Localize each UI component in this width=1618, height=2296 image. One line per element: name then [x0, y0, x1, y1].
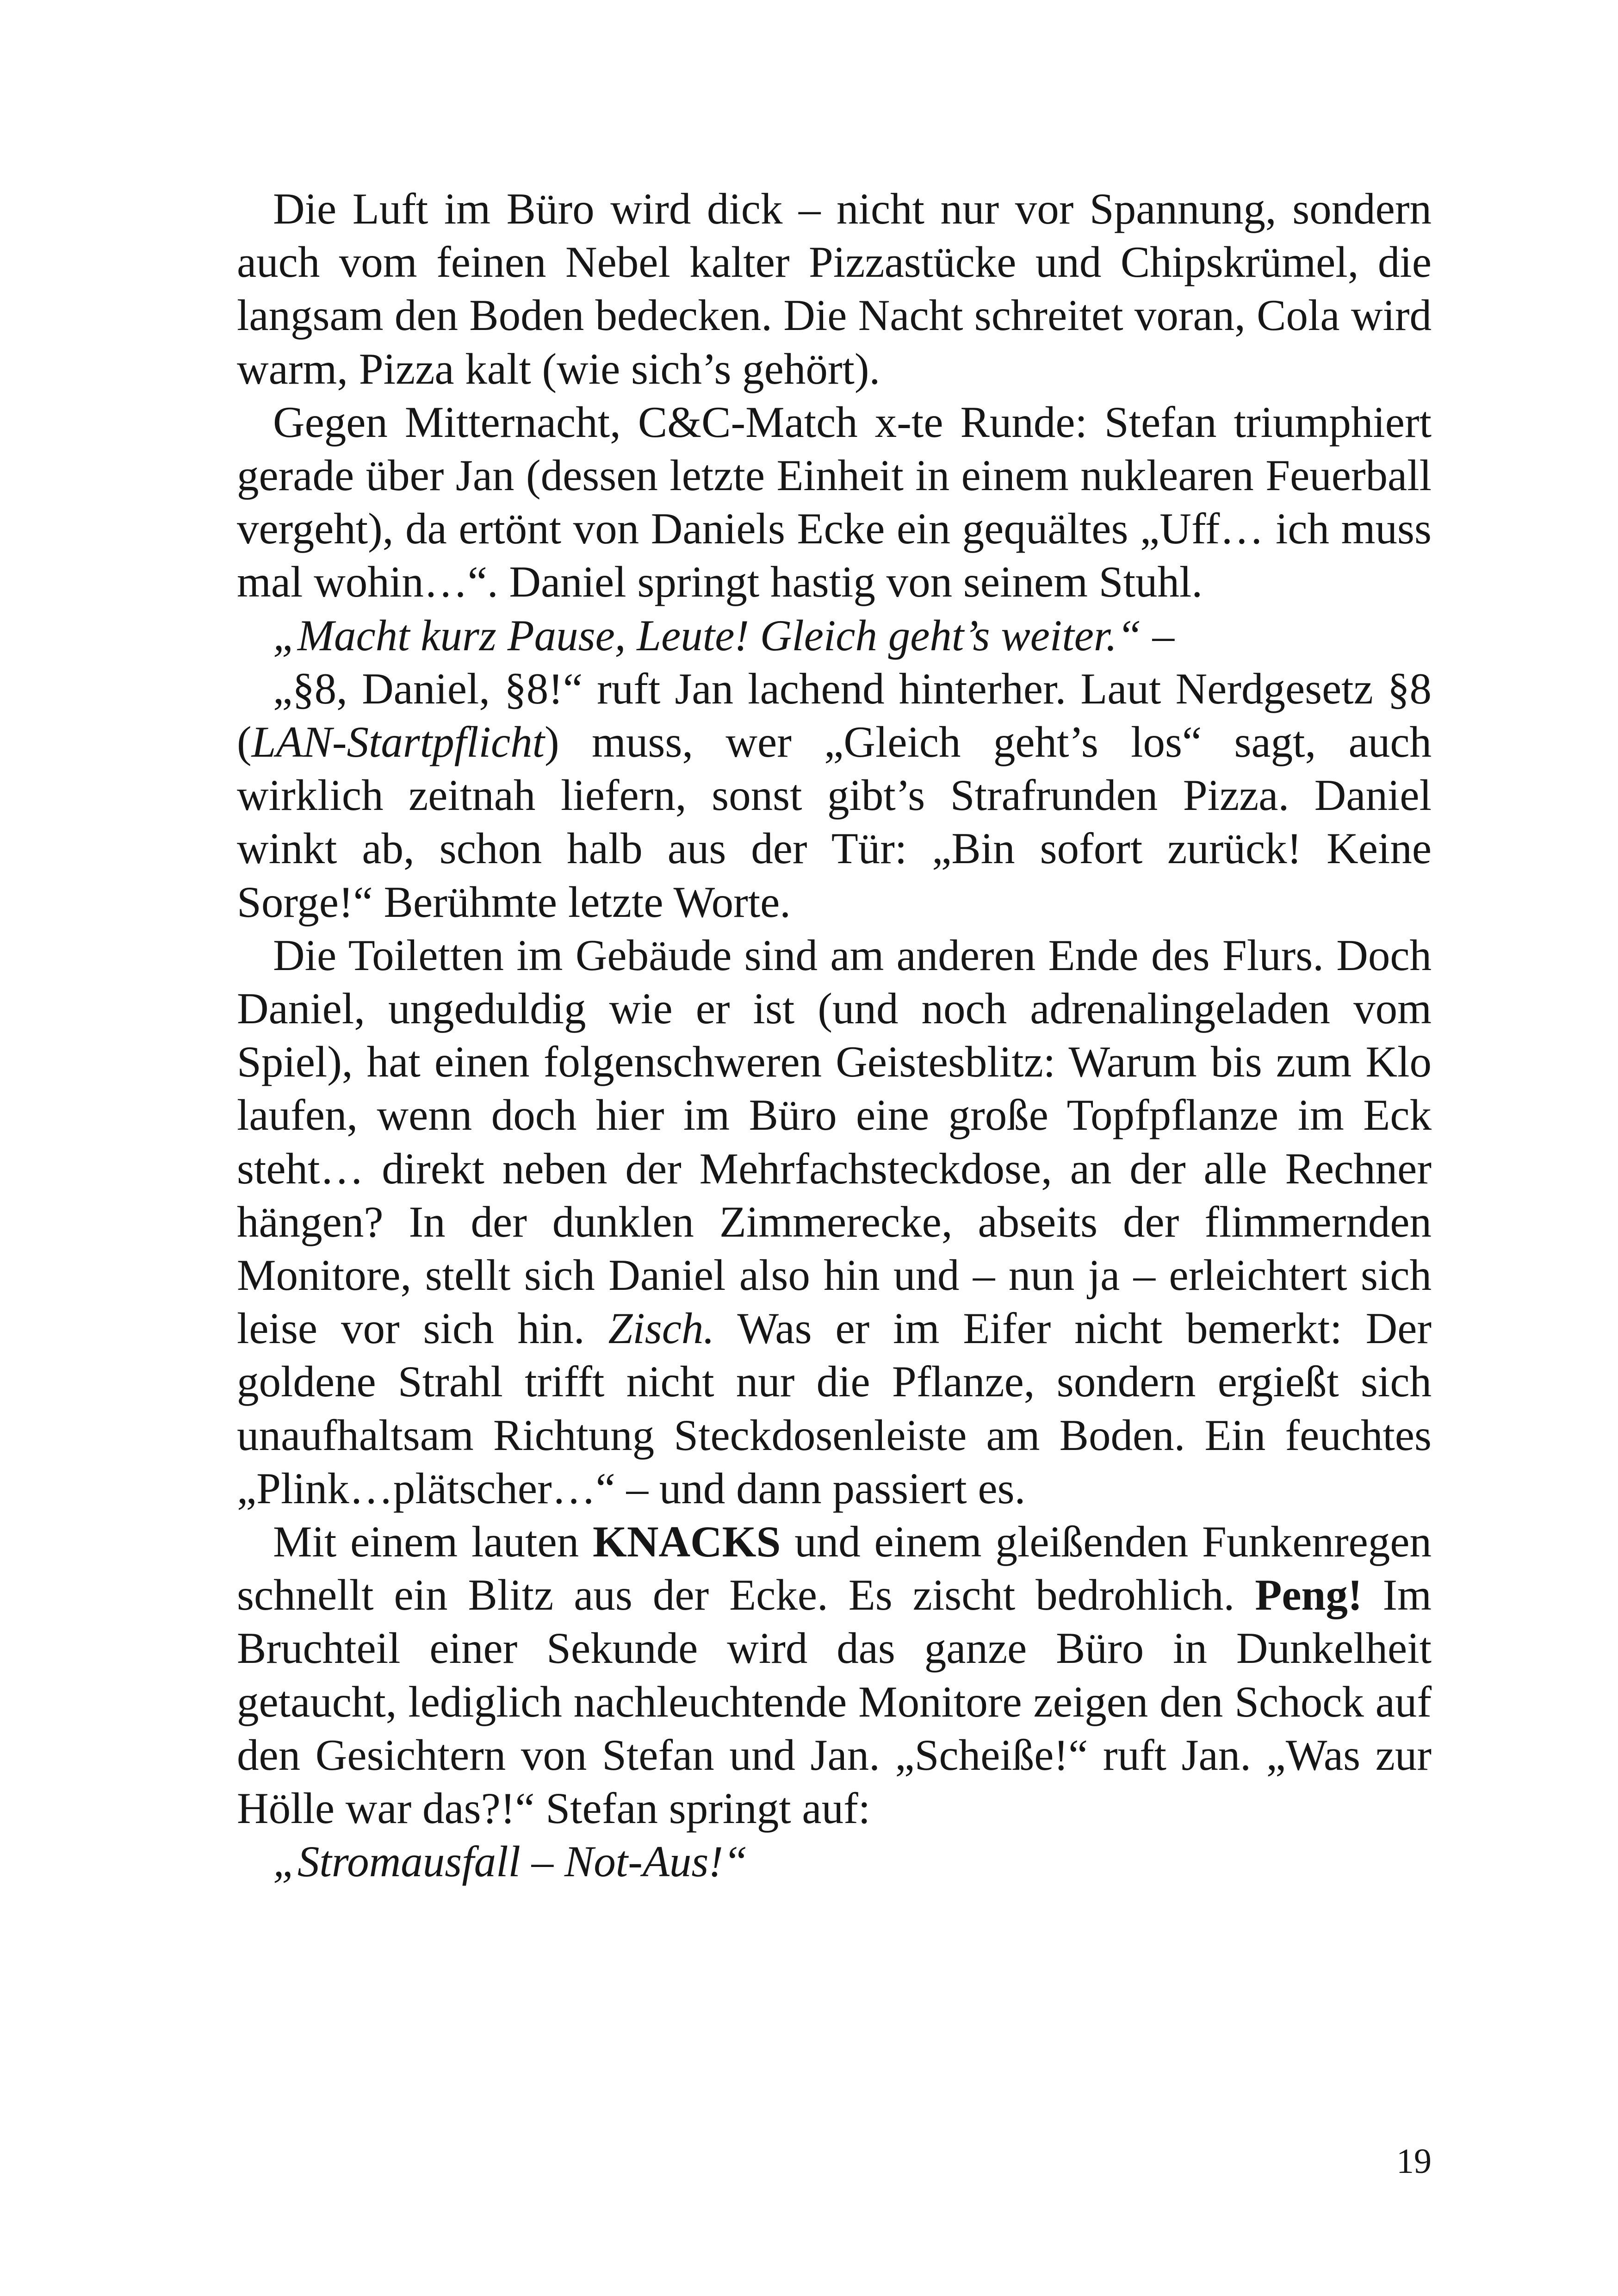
paragraph [237, 929, 1432, 1515]
bold-text: Peng! [1255, 1570, 1363, 1620]
paragraph [237, 396, 1432, 609]
text-run: Im Bruchteil einer Sekunde wird das ganze Büro in Dunkelheit getaucht, lediglich nachleuchtende Monitore zeigen den Schock auf den Gesichtern von Stefan und Jan. „Scheiße!“ ruft Jan. „Was zur Hölle war das?!“ Stefan springt auf: [237, 1570, 1432, 1833]
italic-text: „Stromausfall – Not-Aus!“ [273, 1837, 748, 1886]
paragraph [237, 1515, 1432, 1835]
text-run: ) muss, wer „Gleich geht’s los“ sagt, auch wirklich zeitnah liefern, sonst gibt’s Strafrunden Pizza. Daniel winkt ab, schon halb aus der Tür: „Bin sofort zurück! Keine Sorge!“ Berühmte letzte Worte. [237, 717, 1432, 927]
paragraph [237, 182, 1432, 396]
page-number: 19 [1396, 2142, 1432, 2181]
bold-text: KNACKS [592, 1517, 781, 1567]
text-run: Die Luft im Büro wird dick – nicht nur vor Spannung, sondern auch vom feinen Nebel kalter Pizzastücke und Chipskrümel, die langsam den Boden bedecken. Die Nacht schreitet voran, Cola wird warm, Pizza kalt (wie sich’s gehört). [237, 184, 1432, 393]
italic-text: LAN-Startpflicht [251, 717, 545, 767]
text-run: Die Toiletten im Gebäude sind am anderen Ende des Flurs. Doch Daniel, ungeduldig wie er ist (und noch adrenalingeladen vom Spiel), hat einen folgenschweren Geistesblitz: Warum bis zum Klo laufen, wenn doch hier im Büro eine große Topfpflanze im Eck steht… direkt neben der Mehrfachsteckdose, an der alle Rechner hängen? In der dunklen Zimmerecke, abseits der flimmernden Monitore, stellt sich Daniel also hin und – nun ja – erleichtert sich leise vor sich hin. [237, 930, 1432, 1353]
italic-text: „Macht kurz Pause, Leute! Gleich geht’s weiter.“ [273, 610, 1141, 660]
paragraph [237, 609, 1432, 662]
text-run: „§8, Daniel, §8!“ ruft Jan lachend hinterher. Laut Nerdgesetz §8 ( [237, 664, 1432, 767]
text-run: Gegen Mitternacht, C&C-Match x-te Runde: Stefan triumphiert gerade über Jan (dessen letzte Einheit in einem nuklearen Feuerball vergeht), da ertönt von Daniels Ecke ein gequältes „Uff… ich muss mal wohin…“. Daniel springt hastig von seinem Stuhl. [237, 397, 1432, 607]
italic-text: Zisch. [608, 1304, 715, 1353]
text-run: – [1141, 610, 1175, 660]
paragraph [237, 1835, 1432, 1888]
body-text [237, 182, 1432, 1889]
text-run: Was er im Eifer nicht bemerkt: Der goldene Strahl trifft nicht nur die Pflanze, sondern ergießt sich unaufhaltsam Richtung Steckdosenleiste am Boden. Ein feuchtes „Plink…plätscher…“ – und dann passiert es. [237, 1304, 1432, 1513]
text-run: Mit einem lauten [273, 1517, 593, 1567]
text-run: und einem gleißenden Funkenregen schnellt ein Blitz aus der Ecke. Es zischt bedrohlich. [237, 1517, 1432, 1620]
paragraph [237, 662, 1432, 929]
